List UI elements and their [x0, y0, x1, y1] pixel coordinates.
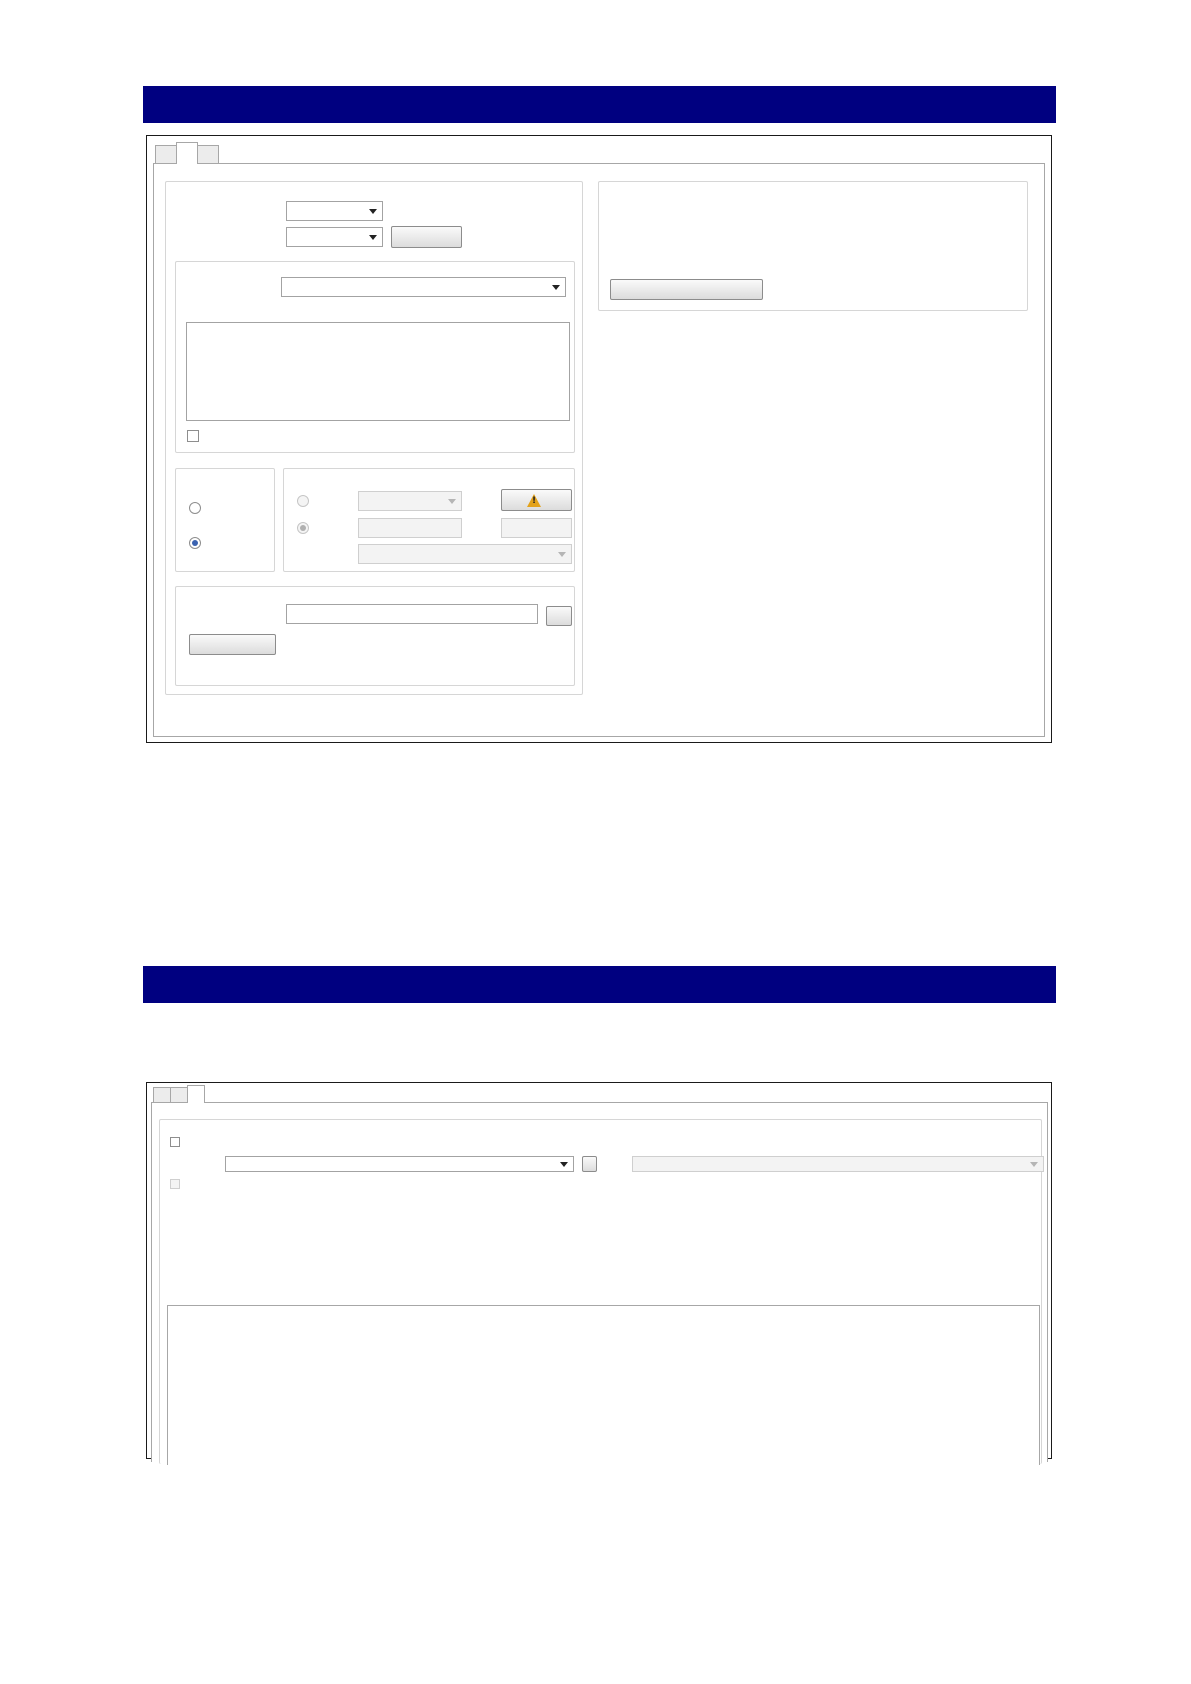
chevron-down-icon: [558, 552, 566, 557]
warning-icon: [527, 494, 541, 507]
remove-operator-button[interactable]: [391, 226, 462, 248]
print-header-textarea[interactable]: [186, 322, 570, 421]
serial-radio[interactable]: [297, 495, 309, 507]
chevron-down-icon: [1030, 1162, 1038, 1167]
selected-printer-select[interactable]: [281, 277, 566, 297]
clear-description-button[interactable]: [582, 1156, 597, 1172]
tab-test[interactable]: [155, 145, 177, 164]
language-select[interactable]: [286, 201, 383, 221]
chevron-down-icon: [448, 499, 456, 504]
section-header-bar-2: [143, 966, 1056, 1003]
tab-general[interactable]: [170, 1087, 188, 1103]
type-select[interactable]: [632, 1156, 1044, 1172]
chevron-down-icon: [369, 235, 377, 240]
limits-main-tabs: [153, 1085, 204, 1103]
description-select[interactable]: [225, 1156, 574, 1172]
tcp-address-input[interactable]: [358, 518, 462, 538]
limits-settings-screenshot: [146, 1082, 1052, 1459]
unlock-button[interactable]: [501, 489, 572, 511]
rf-remote-select[interactable]: [358, 544, 572, 564]
use-current-values-checkbox[interactable]: [170, 1137, 180, 1147]
tab-limits[interactable]: [197, 145, 219, 164]
test-mode-group: [175, 468, 275, 572]
backup-now-button[interactable]: [189, 634, 276, 655]
main-tabs: [155, 142, 218, 164]
manual-radio[interactable]: [189, 502, 201, 514]
browse-button[interactable]: [546, 606, 572, 626]
tab-test[interactable]: [153, 1087, 171, 1103]
chevron-down-icon: [369, 209, 377, 214]
operator-select[interactable]: [286, 227, 383, 247]
tab-limits[interactable]: [187, 1085, 205, 1103]
serial-port-select[interactable]: [358, 491, 462, 511]
backup-directory-input[interactable]: [286, 604, 538, 624]
general-settings-screenshot: [146, 135, 1052, 743]
section-header-bar-1: [143, 86, 1056, 123]
tcp-radio[interactable]: [297, 522, 309, 534]
bw-mode-checkbox[interactable]: [187, 430, 199, 442]
port-input[interactable]: [501, 518, 572, 538]
tab-general[interactable]: [176, 142, 198, 164]
default-limits-checkbox[interactable]: [170, 1179, 180, 1189]
update-button[interactable]: [610, 279, 763, 300]
chevron-down-icon: [552, 285, 560, 290]
axle-tab-panel: [167, 1305, 1040, 1465]
automatic-radio[interactable]: [189, 537, 201, 549]
chevron-down-icon: [560, 1162, 568, 1167]
